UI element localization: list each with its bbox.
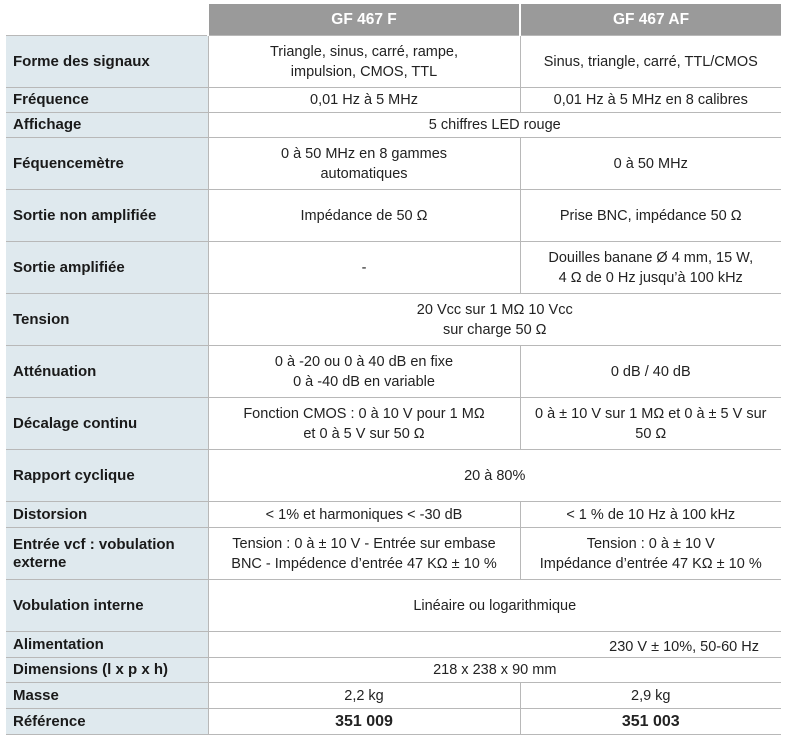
cell-sortie-a-f: -	[208, 242, 520, 294]
table-row	[6, 190, 781, 242]
cell-line: automatiques	[320, 165, 408, 182]
cell-line: Fonction CMOS : 0 à 10 V pour 1 MΩ	[243, 405, 485, 422]
header-gf467af: GF 467 AF	[520, 4, 781, 36]
row-label-vobulation: Vobulation interne	[6, 580, 208, 632]
table-row	[6, 346, 781, 398]
cell-attenuation-f	[208, 346, 520, 398]
cell-line: BNC - Impédence d’entrée 47 KΩ ± 10 %	[231, 555, 497, 572]
row-label-masse: Masse	[6, 683, 208, 709]
cell-line: Triangle, sinus, carré, rampe,	[269, 43, 459, 60]
row-label-distorsion: Distorsion	[6, 502, 208, 528]
cell-frequence-f: 0,01 Hz à 5 MHz	[208, 88, 520, 113]
cell-decalage-f	[208, 398, 520, 450]
cell-line: externe	[13, 553, 67, 571]
header-blank-cell	[6, 4, 208, 36]
table-row	[6, 502, 781, 528]
table-row	[6, 242, 781, 294]
row-label-alimentation: Alimentation	[6, 632, 208, 658]
header-row	[6, 4, 781, 36]
row-label-frequence: Fréquence	[6, 88, 208, 113]
row-label-reference: Référence	[6, 709, 208, 735]
cell-attenuation-af: 0 dB / 40 dB	[520, 346, 781, 398]
cell-vobulation: Linéaire ou logarithmique	[208, 580, 781, 632]
cell-distorsion-af: < 1 % de 10 Hz à 100 kHz	[520, 502, 781, 528]
cell-sortie-na-af: Prise BNC, impédance 50 Ω	[520, 190, 781, 242]
cell-sortie-na-f: Impédance de 50 Ω	[208, 190, 520, 242]
cell-masse-f: 2,2 kg	[208, 683, 520, 709]
table-row	[6, 88, 781, 113]
row-label-sortie-a: Sortie amplifiée	[6, 242, 208, 294]
cell-line: Entrée vcf : vobulation	[13, 535, 175, 553]
cell-line: et 0 à 5 V sur 50 Ω	[303, 425, 425, 442]
cell-line: Impédance d’entrée 47 KΩ ± 10 %	[539, 555, 762, 572]
cell-line: Tension : 0 à ± 10 V - Entrée sur embase	[232, 535, 496, 552]
row-label-frequencemetre: Féquencemètre	[6, 138, 208, 190]
table-row	[6, 450, 781, 502]
row-label-forme: Forme des signaux	[6, 36, 208, 88]
cell-alimentation: 230 V ± 10%, 50-60 Hz	[208, 632, 781, 658]
table-row	[6, 36, 781, 88]
row-label-tension: Tension	[6, 294, 208, 346]
header-gf467f: GF 467 F	[208, 4, 520, 36]
table-row	[6, 294, 781, 346]
table-row	[6, 580, 781, 632]
cell-frequencemetre-af: 0 à 50 MHz	[520, 138, 781, 190]
cell-tension	[208, 294, 781, 346]
cell-frequence-af: 0,01 Hz à 5 MHz en 8 calibres	[520, 88, 781, 113]
row-label-dimensions: Dimensions (l x p x h)	[6, 658, 208, 683]
cell-frequencemetre-f	[208, 138, 520, 190]
table-row	[6, 683, 781, 709]
cell-line: Tension : 0 à ± 10 V	[586, 535, 715, 552]
cell-distorsion-f: < 1% et harmoniques < -30 dB	[208, 502, 520, 528]
cell-line: 0 à -40 dB en variable	[293, 373, 435, 390]
cell-line: impulsion, CMOS, TTL	[290, 63, 438, 80]
table-row	[6, 709, 781, 735]
table-row	[6, 632, 781, 658]
cell-line: 4 Ω de 0 Hz jusqu’à 100 kHz	[558, 269, 743, 286]
row-label-sortie-na: Sortie non amplifiée	[6, 190, 208, 242]
row-label-attenuation: Atténuation	[6, 346, 208, 398]
spec-table	[6, 4, 781, 735]
cell-line: 20 Vcc sur 1 MΩ 10 Vcc	[416, 301, 573, 318]
cell-masse-af: 2,9 kg	[520, 683, 781, 709]
cell-rapport: 20 à 80%	[208, 450, 781, 502]
cell-entree-vcf-f	[208, 528, 520, 580]
cell-forme-f	[208, 36, 520, 88]
cell-entree-vcf-af	[520, 528, 781, 580]
cell-reference-af: 351 003	[520, 709, 781, 735]
cell-line: 0 à 50 MHz en 8 gammes	[280, 145, 448, 162]
cell-line: 0 à -20 ou 0 à 40 dB en fixe	[274, 353, 454, 370]
cell-sortie-a-af	[520, 242, 781, 294]
table-row	[6, 658, 781, 683]
table-row	[6, 398, 781, 450]
table-row	[6, 138, 781, 190]
row-label-entree-vcf	[6, 528, 208, 580]
table-row	[6, 528, 781, 580]
cell-affichage: 5 chiffres LED rouge	[208, 113, 781, 138]
cell-line: sur charge 50 Ω	[442, 321, 547, 338]
row-label-decalage: Décalage continu	[6, 398, 208, 450]
table-row	[6, 113, 781, 138]
cell-reference-f: 351 009	[208, 709, 520, 735]
cell-line: 0 à ± 10 V sur 1 MΩ et 0 à ± 5 V sur	[535, 405, 767, 422]
cell-dimensions: 218 x 238 x 90 mm	[208, 658, 781, 683]
row-label-affichage: Affichage	[6, 113, 208, 138]
cell-forme-af: Sinus, triangle, carré, TTL/CMOS	[520, 36, 781, 88]
row-label-rapport: Rapport cyclique	[6, 450, 208, 502]
cell-decalage-af	[520, 398, 781, 450]
cell-line: 50 Ω	[635, 425, 667, 442]
cell-line: Douilles banane Ø 4 mm, 15 W,	[548, 249, 754, 266]
